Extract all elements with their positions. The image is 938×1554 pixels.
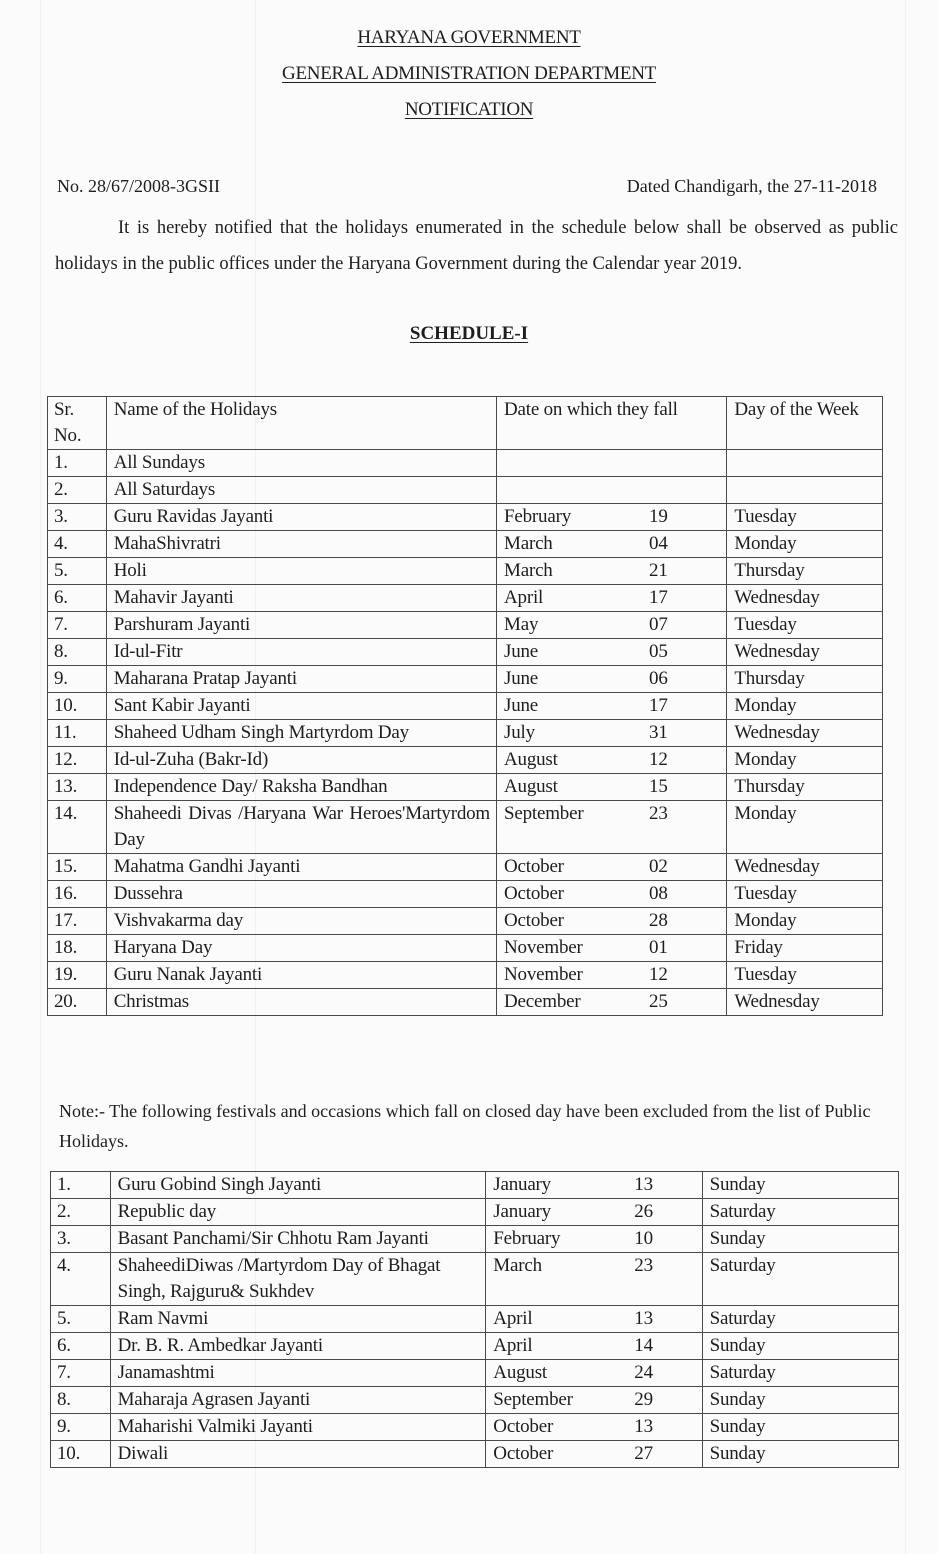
cell-date bbox=[486, 1441, 702, 1468]
cell-sr-no: 8. bbox=[48, 639, 107, 666]
date-day: 23 bbox=[634, 1255, 653, 1276]
cell-holiday-name: Guru Nanak Jayanti bbox=[106, 962, 496, 989]
date-month: August bbox=[504, 749, 558, 770]
cell-date bbox=[486, 1306, 702, 1333]
cell-holiday-name: Independence Day/ Raksha Bandhan bbox=[106, 774, 496, 801]
date-month: October bbox=[504, 910, 564, 931]
cell-holiday-name: Janamashtmi bbox=[110, 1360, 486, 1387]
scan-artifact bbox=[905, 0, 906, 1554]
cell-weekday bbox=[727, 477, 883, 504]
date-day: 21 bbox=[649, 560, 668, 581]
cell-weekday: Tuesday bbox=[727, 612, 883, 639]
cell-date bbox=[486, 1199, 702, 1226]
cell-date bbox=[497, 935, 727, 962]
cell-sr-no: 9. bbox=[51, 1414, 111, 1441]
date-month: June bbox=[504, 641, 539, 662]
date-day: 13 bbox=[634, 1308, 653, 1329]
date-month: February bbox=[493, 1228, 561, 1249]
date-month: January bbox=[493, 1201, 551, 1222]
cell-sr-no: 10. bbox=[48, 693, 107, 720]
date-day: 10 bbox=[634, 1228, 653, 1249]
cell-weekday: Friday bbox=[727, 935, 883, 962]
table-header-row bbox=[48, 397, 883, 450]
cell-weekday: Thursday bbox=[727, 774, 883, 801]
cell-weekday: Thursday bbox=[727, 666, 883, 693]
date-day: 06 bbox=[649, 668, 668, 689]
date-month: October bbox=[493, 1416, 554, 1437]
cell-weekday: Wednesday bbox=[727, 854, 883, 881]
cell-date bbox=[486, 1226, 702, 1253]
date-month: November bbox=[504, 964, 583, 985]
cell-holiday-name: Ram Navmi bbox=[110, 1306, 486, 1333]
cell-weekday: Tuesday bbox=[727, 962, 883, 989]
date-day: 23 bbox=[649, 803, 668, 824]
table-row bbox=[51, 1414, 899, 1441]
date-day: 04 bbox=[649, 533, 668, 554]
date-month: December bbox=[504, 991, 581, 1012]
table-row bbox=[48, 908, 883, 935]
table-row bbox=[51, 1253, 899, 1306]
cell-date bbox=[497, 558, 727, 585]
cell-sr-no: 2. bbox=[48, 477, 107, 504]
cell-weekday: Thursday bbox=[727, 558, 883, 585]
cell-weekday bbox=[727, 450, 883, 477]
date-month: November bbox=[504, 937, 583, 958]
cell-weekday: Sunday bbox=[702, 1414, 898, 1441]
scan-artifact bbox=[40, 0, 41, 1554]
date-month: June bbox=[504, 668, 539, 689]
cell-holiday-name: Christmas bbox=[106, 989, 496, 1016]
cell-date bbox=[497, 693, 727, 720]
date-month: March bbox=[504, 560, 553, 581]
cell-sr-no: 4. bbox=[51, 1253, 111, 1306]
cell-weekday: Sunday bbox=[702, 1172, 898, 1199]
cell-sr-no: 7. bbox=[48, 612, 107, 639]
cell-sr-no: 6. bbox=[51, 1333, 111, 1360]
table-row bbox=[48, 531, 883, 558]
date-month: April bbox=[493, 1335, 533, 1356]
cell-sr-no: 5. bbox=[51, 1306, 111, 1333]
cell-weekday: Wednesday bbox=[727, 720, 883, 747]
cell-weekday: Sunday bbox=[702, 1441, 898, 1468]
date-month: October bbox=[504, 856, 564, 877]
cell-holiday-name: Sant Kabir Jayanti bbox=[106, 693, 496, 720]
date-day: 27 bbox=[634, 1443, 653, 1464]
date-month: August bbox=[493, 1362, 547, 1383]
cell-date bbox=[497, 720, 727, 747]
cell-sr-no: 3. bbox=[51, 1226, 111, 1253]
cell-holiday-name: Id-ul-Fitr bbox=[106, 639, 496, 666]
cell-sr-no: 12. bbox=[48, 747, 107, 774]
cell-date bbox=[497, 989, 727, 1016]
cell-weekday: Monday bbox=[727, 531, 883, 558]
cell-weekday: Wednesday bbox=[727, 639, 883, 666]
cell-holiday-name: Guru Ravidas Jayanti bbox=[106, 504, 496, 531]
cell-holiday-name: Mahatma Gandhi Jayanti bbox=[106, 854, 496, 881]
date-day: 24 bbox=[634, 1362, 653, 1383]
cell-sr-no: 19. bbox=[48, 962, 107, 989]
date-day: 17 bbox=[649, 695, 668, 716]
date-day: 12 bbox=[649, 749, 668, 770]
reference-number: No. 28/67/2008-3GSII bbox=[57, 176, 220, 196]
cell-weekday: Sunday bbox=[702, 1387, 898, 1414]
date-month: June bbox=[504, 695, 539, 716]
cell-holiday-name: All Saturdays bbox=[106, 477, 496, 504]
cell-weekday: Saturday bbox=[702, 1199, 898, 1226]
date-day: 31 bbox=[649, 722, 668, 743]
date-month: October bbox=[493, 1443, 554, 1464]
cell-date bbox=[497, 531, 727, 558]
cell-sr-no: 8. bbox=[51, 1387, 111, 1414]
table-row bbox=[48, 989, 883, 1016]
cell-date bbox=[486, 1172, 702, 1199]
table-row bbox=[48, 612, 883, 639]
header-weekday: Day of the Week bbox=[727, 397, 883, 450]
date-month: April bbox=[504, 587, 544, 608]
date-day: 25 bbox=[649, 991, 668, 1012]
date-month: July bbox=[504, 722, 535, 743]
table-row bbox=[48, 504, 883, 531]
date-month: October bbox=[504, 883, 564, 904]
cell-holiday-name: Maharaja Agrasen Jayanti bbox=[110, 1387, 486, 1414]
date-day: 12 bbox=[649, 964, 668, 985]
table-row bbox=[48, 639, 883, 666]
excluded-holidays-table bbox=[50, 1171, 899, 1468]
cell-holiday-name: All Sundays bbox=[106, 450, 496, 477]
cell-date bbox=[497, 639, 727, 666]
date-day: 13 bbox=[634, 1174, 653, 1195]
table-row bbox=[48, 881, 883, 908]
cell-holiday-name: Republic day bbox=[110, 1199, 486, 1226]
cell-weekday: Saturday bbox=[702, 1253, 898, 1306]
note-text: Note:- The following festivals and occasions which fall on closed day have been excluded from the list of Public Holidays. bbox=[59, 1101, 871, 1151]
cell-date bbox=[497, 908, 727, 935]
cell-holiday-name: Id-ul-Zuha (Bakr-Id) bbox=[106, 747, 496, 774]
date-day: 14 bbox=[634, 1335, 653, 1356]
cell-date bbox=[497, 612, 727, 639]
cell-sr-no: 17. bbox=[48, 908, 107, 935]
cell-sr-no: 1. bbox=[48, 450, 107, 477]
table-row bbox=[48, 477, 883, 504]
cell-sr-no: 3. bbox=[48, 504, 107, 531]
date-day: 19 bbox=[649, 506, 668, 527]
table-row bbox=[51, 1360, 899, 1387]
table-row bbox=[48, 558, 883, 585]
cell-date bbox=[497, 666, 727, 693]
cell-holiday-name: Maharishi Valmiki Jayanti bbox=[110, 1414, 486, 1441]
cell-date bbox=[497, 962, 727, 989]
cell-holiday-name: Basant Panchami/Sir Chhotu Ram Jayanti bbox=[110, 1226, 486, 1253]
cell-holiday-name: ShaheediDiwas /Martyrdom Day of Bhagat Singh, Rajguru& Sukhdev bbox=[110, 1253, 486, 1306]
cell-sr-no: 15. bbox=[48, 854, 107, 881]
date-month: March bbox=[504, 533, 553, 554]
cell-sr-no: 9. bbox=[48, 666, 107, 693]
cell-weekday: Wednesday bbox=[727, 989, 883, 1016]
date-day: 29 bbox=[634, 1389, 653, 1410]
table-row bbox=[48, 935, 883, 962]
cell-weekday: Wednesday bbox=[727, 585, 883, 612]
cell-holiday-name: Holi bbox=[106, 558, 496, 585]
cell-date bbox=[486, 1387, 702, 1414]
cell-sr-no: 20. bbox=[48, 989, 107, 1016]
cell-weekday: Sunday bbox=[702, 1226, 898, 1253]
date-day: 28 bbox=[649, 910, 668, 931]
cell-weekday: Monday bbox=[727, 908, 883, 935]
table-row bbox=[48, 962, 883, 989]
cell-holiday-name: Vishvakarma day bbox=[106, 908, 496, 935]
date-month: January bbox=[493, 1174, 551, 1195]
cell-weekday: Saturday bbox=[702, 1306, 898, 1333]
cell-date bbox=[497, 801, 727, 854]
date-day: 05 bbox=[649, 641, 668, 662]
date-day: 26 bbox=[634, 1201, 653, 1222]
table-row bbox=[48, 720, 883, 747]
cell-holiday-name: Diwali bbox=[110, 1441, 486, 1468]
date-month: September bbox=[493, 1389, 573, 1410]
header-government: HARYANA GOVERNMENT bbox=[357, 27, 581, 48]
header-notification: NOTIFICATION bbox=[404, 99, 534, 120]
schedule-table bbox=[47, 396, 883, 1016]
table-row bbox=[51, 1387, 899, 1414]
cell-weekday: Tuesday bbox=[727, 504, 883, 531]
cell-sr-no: 13. bbox=[48, 774, 107, 801]
date-month: March bbox=[493, 1255, 542, 1276]
table-row bbox=[48, 747, 883, 774]
cell-sr-no: 7. bbox=[51, 1360, 111, 1387]
header-date: Date on which they fall bbox=[497, 397, 727, 450]
date-month: September bbox=[504, 803, 584, 824]
cell-sr-no: 1. bbox=[51, 1172, 111, 1199]
table-row bbox=[51, 1333, 899, 1360]
cell-holiday-name: Mahavir Jayanti bbox=[106, 585, 496, 612]
date-day: 07 bbox=[649, 614, 668, 635]
cell-date bbox=[497, 504, 727, 531]
cell-holiday-name: MahaShivratri bbox=[106, 531, 496, 558]
date-month: May bbox=[504, 614, 539, 635]
date-month: April bbox=[493, 1308, 533, 1329]
cell-date bbox=[497, 747, 727, 774]
cell-holiday-name: Maharana Pratap Jayanti bbox=[106, 666, 496, 693]
table-row bbox=[48, 693, 883, 720]
cell-date bbox=[497, 774, 727, 801]
cell-holiday-name: Shaheedi Divas /Haryana War Heroes'Martyrdom Day bbox=[106, 801, 496, 854]
cell-weekday: Monday bbox=[727, 801, 883, 854]
table-row bbox=[48, 854, 883, 881]
cell-holiday-name: Shaheed Udham Singh Martyrdom Day bbox=[106, 720, 496, 747]
cell-weekday: Tuesday bbox=[727, 881, 883, 908]
cell-sr-no: 18. bbox=[48, 935, 107, 962]
cell-sr-no: 5. bbox=[48, 558, 107, 585]
header-holiday-name: Name of the Holidays bbox=[106, 397, 496, 450]
cell-weekday: Saturday bbox=[702, 1360, 898, 1387]
cell-date bbox=[486, 1414, 702, 1441]
table-row bbox=[51, 1441, 899, 1468]
cell-date bbox=[486, 1360, 702, 1387]
table-row bbox=[48, 450, 883, 477]
date-day: 15 bbox=[649, 776, 668, 797]
date-day: 01 bbox=[649, 937, 668, 958]
cell-sr-no: 11. bbox=[48, 720, 107, 747]
cell-sr-no: 6. bbox=[48, 585, 107, 612]
cell-weekday: Monday bbox=[727, 747, 883, 774]
cell-weekday: Monday bbox=[727, 693, 883, 720]
cell-holiday-name: Dussehra bbox=[106, 881, 496, 908]
cell-sr-no: 4. bbox=[48, 531, 107, 558]
cell-date bbox=[497, 881, 727, 908]
table-row bbox=[48, 801, 883, 854]
cell-date bbox=[486, 1253, 702, 1306]
date-month: February bbox=[504, 506, 572, 527]
date-day: 13 bbox=[634, 1416, 653, 1437]
cell-date bbox=[497, 477, 727, 504]
cell-sr-no: 10. bbox=[51, 1441, 111, 1468]
cell-holiday-name: Parshuram Jayanti bbox=[106, 612, 496, 639]
cell-date bbox=[497, 450, 727, 477]
table-row bbox=[48, 585, 883, 612]
header-sr-no: Sr. No. bbox=[48, 397, 107, 450]
table-row bbox=[48, 666, 883, 693]
cell-sr-no: 16. bbox=[48, 881, 107, 908]
table-row bbox=[51, 1172, 899, 1199]
table-row bbox=[51, 1199, 899, 1226]
reference-date: Dated Chandigarh, the 27-11-2018 bbox=[626, 176, 877, 196]
cell-sr-no: 14. bbox=[48, 801, 107, 854]
table-row bbox=[48, 774, 883, 801]
cell-date bbox=[486, 1333, 702, 1360]
date-month: August bbox=[504, 776, 558, 797]
cell-date bbox=[497, 585, 727, 612]
header-department: GENERAL ADMINISTRATION DEPARTMENT bbox=[282, 63, 656, 84]
table-row bbox=[51, 1306, 899, 1333]
cell-holiday-name: Haryana Day bbox=[106, 935, 496, 962]
cell-sr-no: 2. bbox=[51, 1199, 111, 1226]
cell-date bbox=[497, 854, 727, 881]
cell-holiday-name: Dr. B. R. Ambedkar Jayanti bbox=[110, 1333, 486, 1360]
schedule-title: SCHEDULE-I bbox=[409, 323, 529, 344]
cell-weekday: Sunday bbox=[702, 1333, 898, 1360]
cell-holiday-name: Guru Gobind Singh Jayanti bbox=[110, 1172, 486, 1199]
intro-paragraph: It is hereby notified that the holidays enumerated in the schedule below shall be observed as public holidays in the public offices under the Haryana Government during the Calendar year 2019. bbox=[55, 218, 898, 274]
date-day: 02 bbox=[649, 856, 668, 877]
date-day: 17 bbox=[649, 587, 668, 608]
table-row bbox=[51, 1226, 899, 1253]
date-day: 08 bbox=[649, 883, 668, 904]
